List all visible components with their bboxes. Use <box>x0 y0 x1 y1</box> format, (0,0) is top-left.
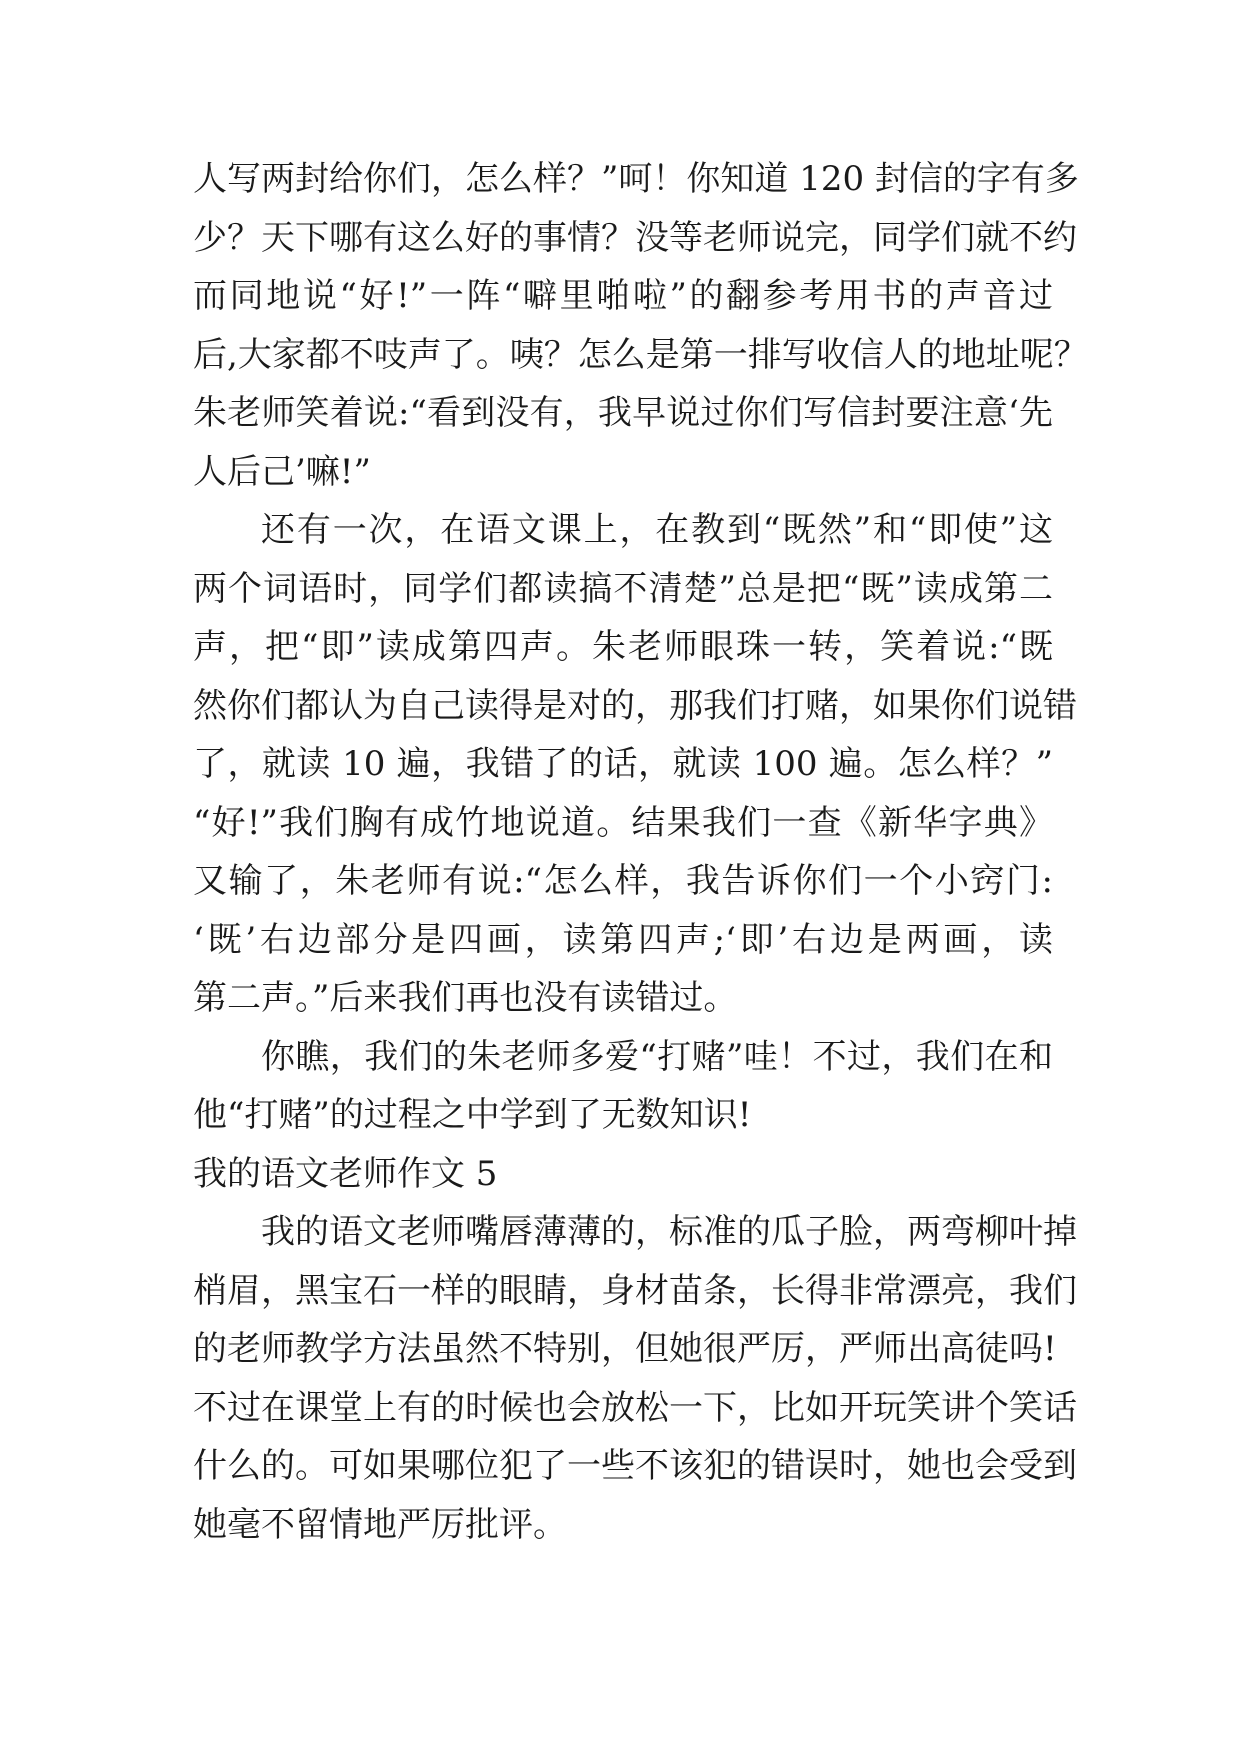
paragraph-start-line: 还有一次，在语文课上，在教到“既然”和“即使”这 <box>261 510 1053 550</box>
paragraph-start-line: 我的语文老师嘴唇薄薄的，标准的瓜子脸，两弯柳叶掉 <box>261 1212 1077 1252</box>
text-line: ‘既’右边部分是四画，读第四声;‘即’右边是两画，读 <box>193 919 1053 960</box>
text-line: 少？天下哪有这么好的事情？没等老师说完，同学们就不约 <box>193 217 1077 258</box>
text-line: 他“打赌”的过程之中学到了无数知识! <box>193 1095 752 1135</box>
text-line: 什么的。可如果哪位犯了一些不该犯的错误时，她也会受到 <box>193 1446 1077 1486</box>
paragraph-start-line: 你瞧，我们的朱老师多爱“打赌”哇！不过，我们在和 <box>261 1036 1053 1077</box>
text-line: “好!”我们胸有成竹地说道。结果我们一查《新华字典》 <box>193 802 1053 843</box>
text-line: 然你们都认为自己读得是对的，那我们打赌，如果你们说错 <box>193 685 1077 726</box>
text-line: 不过在课堂上有的时候也会放松一下，比如开玩笑讲个笑话 <box>193 1387 1077 1428</box>
text-line: 两个词语时，同学们都读搞不清楚”总是把“既”读成第二 <box>193 568 1053 609</box>
document-body <box>193 150 1088 1554</box>
text-line: 第二声。”后来我们再也没有读错过。 <box>193 978 738 1018</box>
text-line: 声，把“即”读成第四声。朱老师眼珠一转，笑着说:“既 <box>193 627 1053 667</box>
text-line: 而同地说“好!”一阵“噼里啪啦”的翻参考用书的声音过 <box>193 276 1053 316</box>
text-line: 了，就读 10 遍，我错了的话，就读 100 遍。怎么样？” <box>193 744 1053 784</box>
section-heading: 我的语文老师作文 5 <box>193 1153 498 1194</box>
text-line: 后,大家都不吱声了。咦？怎么是第一排写收信人的地址呢？ <box>193 334 1088 375</box>
text-line: 梢眉，黑宝石一样的眼睛，身材苗条，长得非常漂亮，我们 <box>193 1270 1077 1311</box>
text-line: 朱老师笑着说:“看到没有，我早说过你们写信封要注意‘先 <box>193 393 1053 433</box>
text-line: 她毫不留情地严厉批评。 <box>193 1504 567 1545</box>
text-line: 又输了，朱老师有说:“怎么样，我告诉你们一个小窍门: <box>193 861 1053 901</box>
text-line: 的老师教学方法虽然不特别，但她很严厉，严师出高徒吗! <box>193 1329 1057 1369</box>
text-line: 人写两封给你们，怎么样？”呵！你知道 120 封信的字有多 <box>193 159 1079 199</box>
text-line: 人后己’嘛!” <box>193 451 371 492</box>
